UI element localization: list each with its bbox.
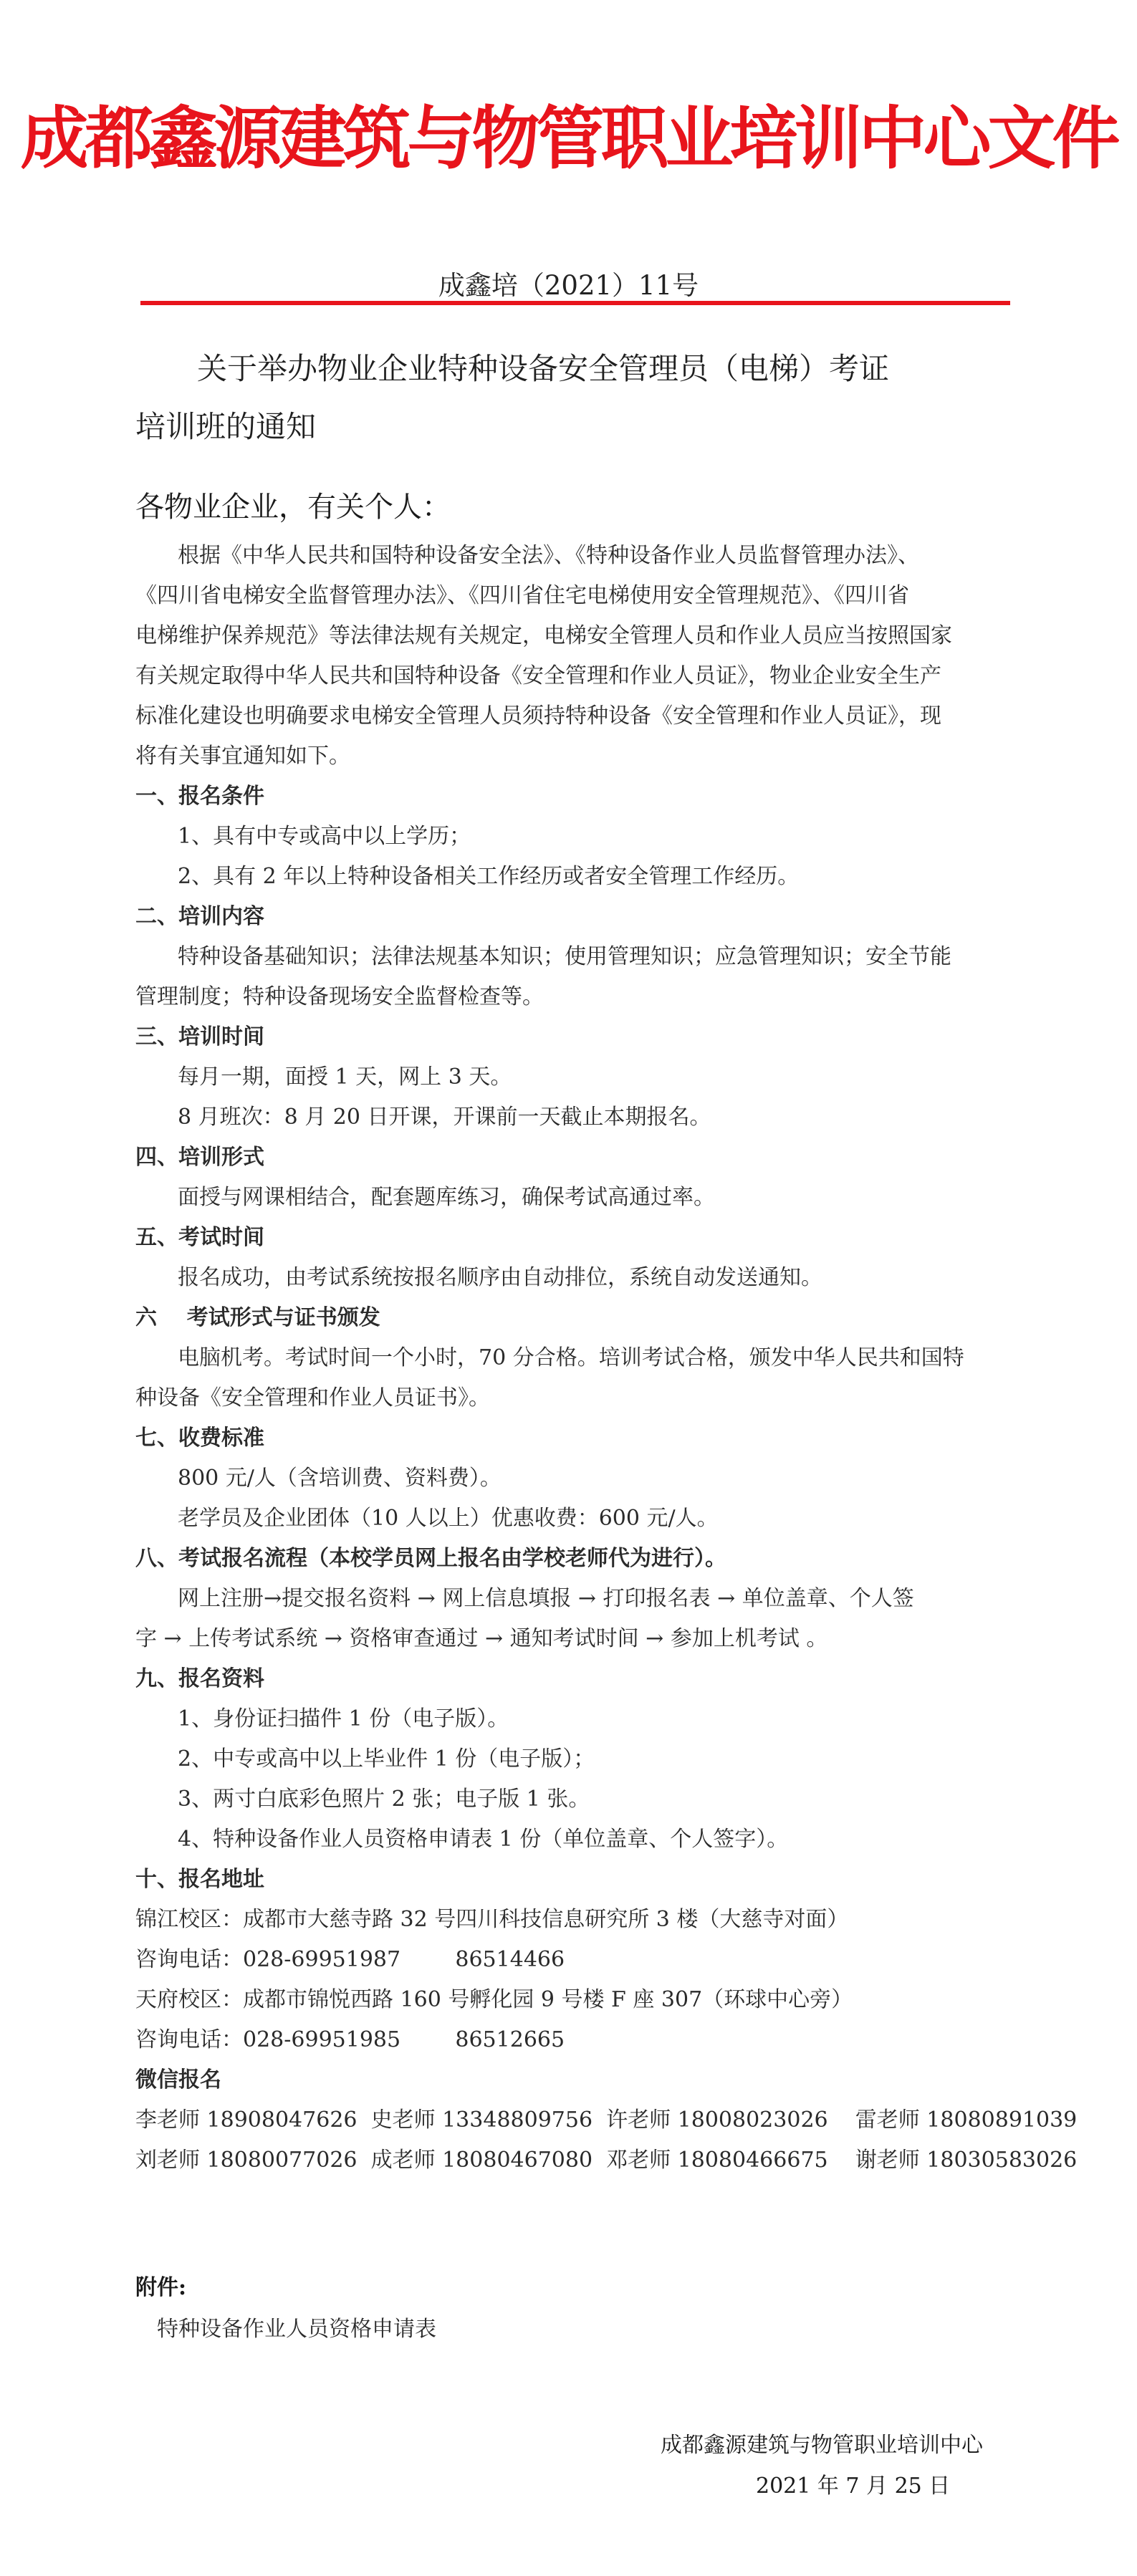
phone-line: 咨询电话：028-69951985 86512665 (135, 2027, 565, 2052)
section-line: 字 → 上传考试系统 → 资格审查通过 → 通知考试时间 → 参加上机考试 。 (135, 1626, 828, 1651)
section-line: 老学员及企业团体（10 人以上）优惠收费：600 元/人。 (178, 1506, 719, 1531)
section-heading: 十、报名地址 (135, 1867, 264, 1892)
attachment-label: 附件: (135, 2275, 187, 2300)
intro-line: 标准化建设也明确要求电梯安全管理人员须持特种设备《安全管理和作业人员证》，现 (135, 703, 941, 729)
section-heading: 三、培训时间 (135, 1024, 264, 1049)
section-line: 特种设备基础知识；法律法规基本知识；使用管理知识；应急管理知识；安全节能 (178, 944, 951, 969)
contact-line: 刘老师 18080077026 成老师 18080467080 邓老师 18080466675 谢老师 18030583026 (135, 2148, 1078, 2173)
section-line: 2、具有 2 年以上特种设备相关工作经历或者安全管理工作经历。 (178, 864, 800, 889)
section-heading: 四、培训形式 (135, 1145, 264, 1170)
section-line: 面授与网课相结合，配套题库练习，确保考试高通过率。 (178, 1185, 715, 1210)
section-line: 3、两寸白底彩色照片 2 张；电子版 1 张。 (178, 1787, 590, 1812)
intro-line: 有关规定取得中华人民共和国特种设备《安全管理和作业人员证》，物业企业安全生产 (135, 663, 941, 688)
address-line: 天府校区：成都市锦悦西路 160 号孵化园 9 号楼 F 座 307（环球中心旁） (135, 1987, 853, 2012)
signed-date: 2021 年 7 月 25 日 (756, 2474, 951, 2499)
intro-line: 根据《中华人民共和国特种设备安全法》、《特种设备作业人员监督管理办法》、 (178, 543, 919, 568)
intro-line: 电梯维护保养规范》等法律法规有关规定，电梯安全管理人员和作业人员应当按照国家 (135, 623, 952, 648)
intro-line: 将有关事宜通知如下。 (135, 744, 350, 769)
contact-line: 李老师 18908047626 史老师 13348809756 许老师 18008023026 雷老师 18080891039 (135, 2108, 1078, 2133)
document-number: 成鑫培（2021）11号 (438, 270, 699, 301)
section-line: 8 月班次：8 月 20 日开课，开课前一天截止本期报名。 (178, 1105, 711, 1130)
section-line: 电脑机考。考试时间一个小时，70 分合格。培训考试合格，颁发中华人民共和国特 (178, 1345, 964, 1370)
red-divider (140, 301, 1010, 305)
section-line: 种设备《安全管理和作业人员证书》。 (135, 1385, 490, 1410)
section-heading: 六 考试形式与证书颁发 (135, 1305, 380, 1330)
section-heading: 五、考试时间 (135, 1225, 264, 1250)
address-line: 锦江校区：成都市大慈寺路 32 号四川科技信息研究所 3 楼（大慈寺对面） (135, 1907, 849, 1932)
section-line: 1、具有中专或高中以上学历； (178, 824, 471, 849)
intro-line: 《四川省电梯安全监督管理办法》、《四川省住宅电梯使用安全管理规范》、《四川省 (135, 583, 909, 608)
phone-line: 咨询电话：028-69951987 86514466 (135, 1947, 565, 1972)
section-heading: 微信报名 (135, 2067, 221, 2092)
section-heading: 八、考试报名流程（本校学员网上报名由学校老师代为进行）。 (135, 1546, 726, 1571)
section-line: 网上注册→提交报名资料 → 网上信息填报 → 打印报名表 → 单位盖章、个人签 (178, 1586, 914, 1611)
section-line: 每月一期，面授 1 天，网上 3 天。 (178, 1064, 512, 1090)
section-heading: 九、报名资料 (135, 1666, 264, 1691)
section-heading: 一、报名条件 (135, 784, 264, 809)
section-line: 管理制度；特种设备现场安全监督检查等。 (135, 984, 544, 1009)
section-line: 报名成功，由考试系统按报名顺序由自动排位，系统自动发送通知。 (178, 1265, 822, 1290)
section-line: 4、特种设备作业人员资格申请表 1 份（单位盖章、个人签字）。 (178, 1827, 789, 1852)
section-line: 800 元/人（含培训费、资料费）。 (178, 1466, 502, 1491)
section-heading: 七、收费标准 (135, 1426, 264, 1451)
section-heading: 二、培训内容 (135, 904, 264, 929)
subject-line-2: 培训班的通知 (135, 409, 317, 444)
section-line: 2、中专或高中以上毕业件 1 份（电子版）； (178, 1746, 595, 1772)
signer-org: 成都鑫源建筑与物管职业培训中心 (661, 2433, 983, 2458)
salutation: 各物业企业，有关个人： (135, 491, 451, 524)
section-line: 1、身份证扫描件 1 份（电子版）。 (178, 1706, 509, 1731)
subject-line-1: 关于举办物业企业特种设备安全管理员（电梯）考证 (197, 351, 890, 386)
org-title: 成都鑫源建筑与物管职业培训中心文件 (20, 100, 1117, 178)
attachment-item: 特种设备作业人员资格申请表 (157, 2317, 436, 2342)
